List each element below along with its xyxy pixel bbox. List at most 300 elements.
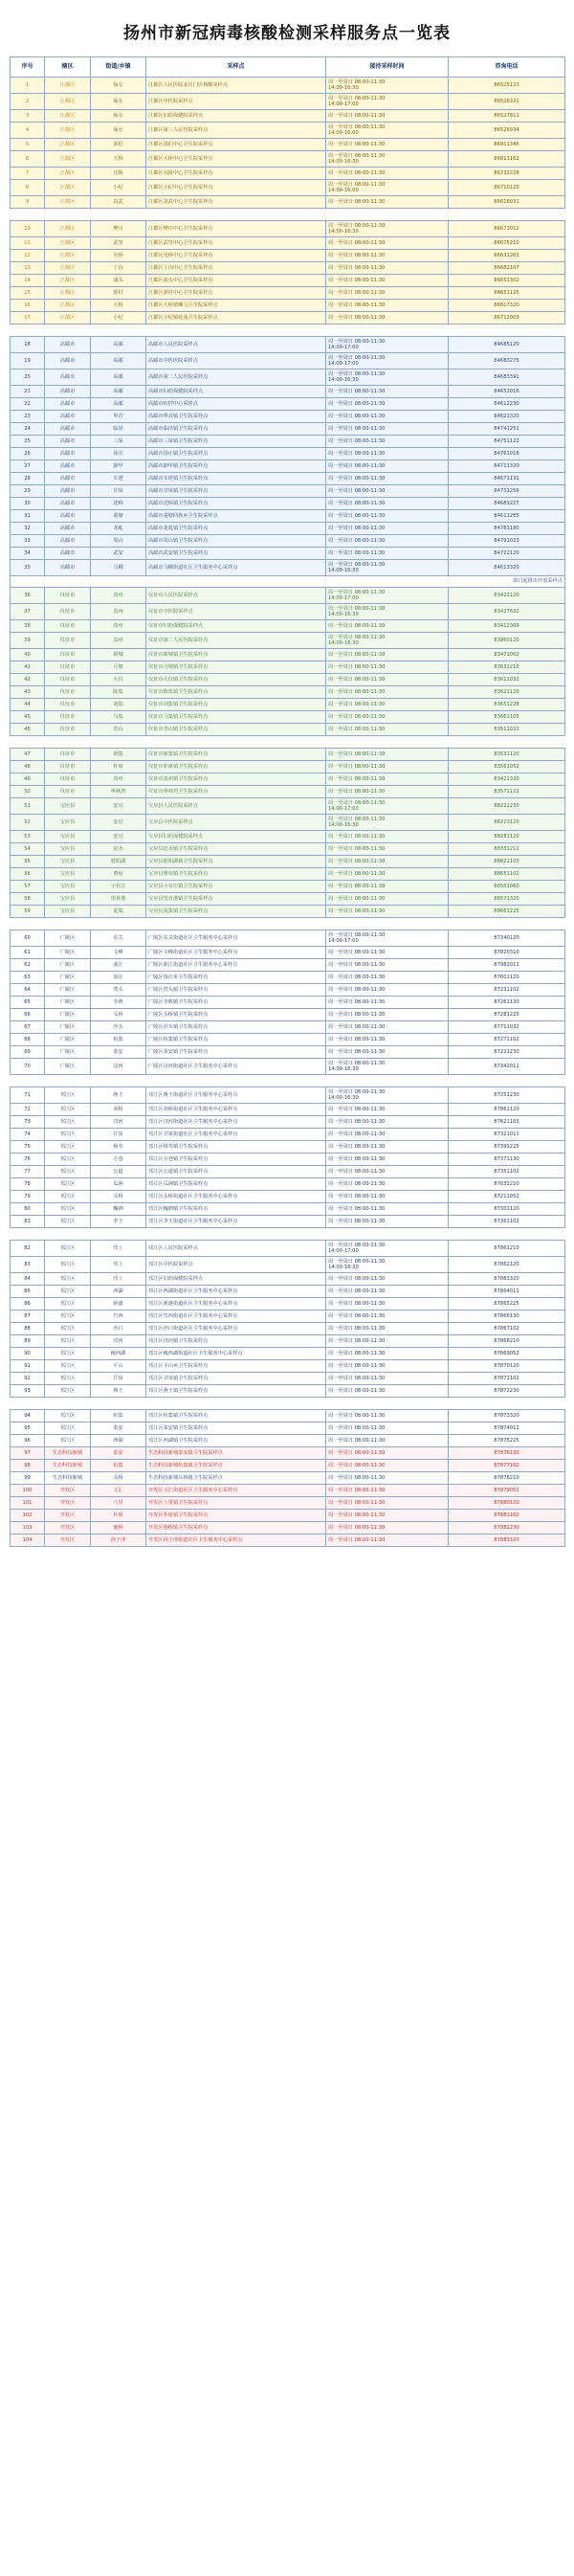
row-phone[interactable]: 83661105: [449, 711, 565, 724]
table-row: [11, 1166, 565, 1178]
row-phone[interactable]: 86712003: [449, 312, 565, 325]
row-phone[interactable]: 83631210: [449, 661, 565, 674]
row-site-name: 江都区浦头中心卫生院采样点: [146, 275, 326, 287]
row-district: 江都区: [45, 196, 91, 209]
row-phone[interactable]: 86631203: [449, 250, 565, 262]
row-phone[interactable]: 87879052: [449, 1485, 565, 1497]
row-district: 江都区: [45, 287, 91, 300]
row-site-name: 江都区真武中心卫生院采样点: [146, 196, 326, 209]
row-hours: 周一至周日 08:00-11:30: [326, 1034, 449, 1046]
row-phone[interactable]: 87881102: [449, 1510, 565, 1522]
table-row: [11, 843, 565, 856]
row-phone[interactable]: 87371130: [449, 1154, 565, 1166]
row-phone[interactable]: 87221230: [449, 1046, 565, 1059]
row-hours: 周一至周日 08:00-11:30: [326, 649, 449, 661]
row-district: 仪征市: [45, 711, 91, 724]
row-site-name: 高邮市第二人民医院采样点: [146, 370, 326, 386]
row-district: 高邮市: [45, 411, 91, 423]
row-no: 97: [11, 1447, 45, 1460]
row-phone[interactable]: 87864011: [449, 1286, 565, 1298]
row-district: 邗江区: [45, 1298, 91, 1310]
row-site-name: 江都区樊川中心卫生院采样点: [146, 221, 326, 237]
row-phone[interactable]: 87868210: [449, 1335, 565, 1348]
row-street: 文峰: [91, 947, 146, 959]
row-district: 邗江区: [45, 1116, 91, 1129]
row-street: 邗上: [91, 1241, 146, 1257]
table-row: [11, 1087, 565, 1104]
table-row: [11, 831, 565, 843]
row-phone[interactable]: 88281120: [449, 831, 565, 843]
table-row: [11, 94, 565, 110]
row-site-name: 广陵区湾头镇卫生院采样点: [146, 984, 326, 997]
table-row: [11, 353, 565, 370]
row-district: 广陵区: [45, 959, 91, 972]
row-street: 蒋王: [91, 1087, 146, 1104]
row-phone[interactable]: 88551060: [449, 881, 565, 893]
row-no: 103: [11, 1522, 45, 1534]
row-no: 98: [11, 1460, 45, 1472]
row-phone[interactable]: 84681227: [449, 498, 565, 510]
row-district: 仪征市: [45, 699, 91, 711]
row-hours: 周一至周日 08:00-11:30: [326, 1422, 449, 1435]
row-phone[interactable]: 83412309: [449, 620, 565, 633]
row-no: 15: [11, 287, 45, 300]
table-row: [11, 337, 565, 353]
row-phone[interactable]: 84613320: [449, 560, 565, 576]
row-street: 方巷: [91, 1154, 146, 1166]
row-district: 邗江区: [45, 1087, 91, 1104]
row-phone[interactable]: 83561052: [449, 761, 565, 773]
table-row: [11, 180, 565, 196]
row-district: 江都区: [45, 275, 91, 287]
row-site-name: 邗江区头桥街道社区卫生服务中心采样点: [146, 1191, 326, 1203]
row-phone[interactable]: 83421330: [449, 773, 565, 786]
row-street: 新集: [91, 749, 146, 761]
row-site-name: 仪征市枣林湾卫生院采样点: [146, 786, 326, 798]
row-phone[interactable]: 88221230: [449, 798, 565, 815]
row-phone[interactable]: 87876130: [449, 1447, 565, 1460]
row-phone[interactable]: 86527811: [449, 110, 565, 123]
row-street: 安宜: [91, 815, 146, 831]
row-no: 75: [11, 1141, 45, 1154]
table-row: [11, 1522, 565, 1534]
row-street: 枣林湾: [91, 786, 146, 798]
row-street: 陈集: [91, 686, 146, 699]
row-phone[interactable]: 87982011: [449, 959, 565, 972]
row-no: 77: [11, 1166, 45, 1178]
row-phone[interactable]: 87870120: [449, 1360, 565, 1373]
row-phone[interactable]: 87281225: [449, 1009, 565, 1021]
row-site-name: 邗江区甘泉街道社区卫生服务中心采样点: [146, 1129, 326, 1141]
row-phone[interactable]: 86651302: [449, 275, 565, 287]
row-district: 邗江区: [45, 1385, 91, 1398]
row-hours: 周一至周日 08:00-11:30: [326, 699, 449, 711]
row-district: 江都区: [45, 300, 91, 312]
row-district: 高邮市: [45, 386, 91, 398]
row-hours: 周一至周日 08:00-11:30: [326, 761, 449, 773]
row-hours: 周一至周日 08:00-11:30: [326, 1385, 449, 1398]
row-phone[interactable]: 86526034: [449, 123, 565, 139]
table-row: [11, 448, 565, 460]
row-no: 80: [11, 1203, 45, 1216]
row-phone[interactable]: 88331211: [449, 843, 565, 856]
row-phone[interactable]: 86618031: [449, 196, 565, 209]
row-district: 宝应县: [45, 881, 91, 893]
row-site-name: 邗江区西湖街道社区卫生服务中心采样点: [146, 1286, 326, 1298]
row-site-name: 广陵区李典镇卫生院采样点: [146, 997, 326, 1009]
row-phone[interactable]: 83471002: [449, 649, 565, 661]
row-street: 马棚: [91, 560, 146, 576]
row-phone[interactable]: 83860120: [449, 633, 565, 649]
row-district: 仪征市: [45, 588, 91, 604]
table-row: [11, 1373, 565, 1385]
row-site-name: 江都区人民医院北区门诊核酸采样点: [146, 78, 326, 94]
row-phone[interactable]: 87862120: [449, 1257, 565, 1273]
row-site-name: 高邮市武安镇卫生院采样点: [146, 548, 326, 560]
row-phone[interactable]: 84761018: [449, 448, 565, 460]
row-street: 竹西: [91, 1310, 146, 1323]
row-phone[interactable]: 87875225: [449, 1435, 565, 1447]
table-row: [11, 1447, 565, 1460]
table-row: [11, 1510, 565, 1522]
row-phone[interactable]: 88571320: [449, 893, 565, 906]
row-phone[interactable]: 87882230: [449, 1522, 565, 1534]
row-phone[interactable]: 86813162: [449, 151, 565, 168]
row-no: 49: [11, 773, 45, 786]
row-hours: 周一至周日 08:00-11:30: [326, 1116, 449, 1129]
row-phone[interactable]: 84741251: [449, 423, 565, 436]
row-street: 杭集: [91, 1034, 146, 1046]
row-site-name: 高邮市妇幼保健院采样点: [146, 386, 326, 398]
row-no: 37: [11, 604, 45, 620]
row-no: 70: [11, 1059, 45, 1075]
row-phone[interactable]: 87869052: [449, 1348, 565, 1360]
row-phone[interactable]: 87872230: [449, 1385, 565, 1398]
row-phone[interactable]: 84611285: [449, 510, 565, 523]
row-phone[interactable]: 87861210: [449, 1241, 565, 1257]
row-phone[interactable]: 86526321: [449, 94, 565, 110]
table-row: [11, 724, 565, 736]
table-row: [11, 1298, 565, 1310]
row-phone[interactable]: 84751122: [449, 436, 565, 448]
row-phone[interactable]: 87631210: [449, 1178, 565, 1191]
row-no: 85: [11, 1286, 45, 1298]
row-phone[interactable]: 86911345: [449, 139, 565, 151]
row-site-name: 仪征市大仪镇卫生院采样点: [146, 674, 326, 686]
row-phone[interactable]: 84652016: [449, 386, 565, 398]
table-spacer-row: [11, 1228, 565, 1241]
row-phone[interactable]: 86731228: [449, 168, 565, 180]
row-hours: 周一至周日 08:00-11:30 14:00-17:00: [326, 798, 449, 815]
row-phone[interactable]: 84671131: [449, 473, 565, 485]
row-hours: 周一至周日 08:00-11:30: [326, 1191, 449, 1203]
row-hours: 周一至周日 08:00-11:30: [326, 485, 449, 498]
row-phone[interactable]: 87251230: [449, 1087, 565, 1104]
table-row: [11, 221, 565, 237]
row-phone[interactable]: 86817320: [449, 300, 565, 312]
row-hours: 周一至周日 08:00-11:30: [326, 110, 449, 123]
row-phone[interactable]: 87351102: [449, 1166, 565, 1178]
row-street: 瘦西湖: [91, 1348, 146, 1360]
row-street: 东关: [91, 930, 146, 947]
row-phone[interactable]: 86710120: [449, 180, 565, 196]
row-site-name: 高邮市界首镇卫生院采样点: [146, 411, 326, 423]
row-street: 泰安: [91, 1447, 146, 1460]
table-row: [11, 1191, 565, 1203]
row-no: 96: [11, 1435, 45, 1447]
row-street: 郭村: [91, 287, 146, 300]
table-row: [11, 1009, 565, 1021]
row-street: 望直港: [91, 893, 146, 906]
row-phone[interactable]: 83621120: [449, 686, 565, 699]
row-hours: 周一至周日 08:00-11:30: [326, 773, 449, 786]
row-district: 广陵区: [45, 972, 91, 984]
row-district: 高邮市: [45, 548, 91, 560]
row-district: 江都区: [45, 110, 91, 123]
row-hours: 周一至周日 08:00-11:30: [326, 947, 449, 959]
row-phone[interactable]: 87211052: [449, 1191, 565, 1203]
row-district: 仪征市: [45, 604, 91, 620]
row-phone[interactable]: 87873320: [449, 1410, 565, 1422]
row-street: 头桥: [91, 1472, 146, 1485]
row-phone[interactable]: 83651228: [449, 699, 565, 711]
row-no: 92: [11, 1373, 45, 1385]
table-row: [11, 1257, 565, 1273]
row-street: 氾水: [91, 843, 146, 856]
row-hours: 周一至周日 08:00-11:30: [326, 473, 449, 485]
row-street: 周山: [91, 535, 146, 548]
row-street: 卸甲: [91, 460, 146, 473]
row-phone[interactable]: 87863320: [449, 1273, 565, 1286]
row-district: 邗江区: [45, 1273, 91, 1286]
table-row: [11, 1059, 565, 1075]
row-district: 广陵区: [45, 1009, 91, 1021]
row-hours: 周一至周日 08:00-11:30: [326, 535, 449, 548]
row-no: 28: [11, 473, 45, 485]
row-phone[interactable]: 87867102: [449, 1323, 565, 1335]
row-district: 邗江区: [45, 1310, 91, 1323]
row-phone[interactable]: 83422120: [449, 588, 565, 604]
row-phone[interactable]: 87361102: [449, 1216, 565, 1228]
row-no: 71: [11, 1087, 45, 1104]
row-phone[interactable]: 87874011: [449, 1422, 565, 1435]
row-district: 江都区: [45, 180, 91, 196]
table-row: [11, 1178, 565, 1191]
row-phone[interactable]: 83531120: [449, 749, 565, 761]
row-street: 仙女: [91, 123, 146, 139]
row-street: 高邮: [91, 353, 146, 370]
row-no: 48: [11, 761, 45, 773]
row-district: 高邮市: [45, 535, 91, 548]
row-street: 邵伯: [91, 139, 146, 151]
row-site-name: 邗江区公道镇卫生院采样点: [146, 1166, 326, 1178]
row-phone[interactable]: 87321011: [449, 1129, 565, 1141]
row-no: 20: [11, 370, 45, 386]
row-street: 槐泗: [91, 1203, 146, 1216]
row-street: 高邮: [91, 398, 146, 411]
row-site-name: 广陵区汶河街道社区卫生服务中心采样点: [146, 1059, 326, 1075]
row-phone[interactable]: 87877102: [449, 1460, 565, 1472]
table-row: [11, 1422, 565, 1435]
row-phone[interactable]: 87271102: [449, 1034, 565, 1046]
row-site-name: 仪征市月塘镇卫生院采样点: [146, 661, 326, 674]
row-phone[interactable]: 87601120: [449, 972, 565, 984]
row-phone[interactable]: 87231102: [449, 984, 565, 997]
row-street: 杨寿: [91, 1141, 146, 1154]
row-hours: 周一至周日 08:00-11:30: [326, 262, 449, 275]
row-site-name: 江都区丁沟中心卫生院采样点: [146, 262, 326, 275]
row-street: 曹甸: [91, 868, 146, 881]
row-hours: 周一至周日 08:00-11:30: [326, 1410, 449, 1422]
table-row: [11, 856, 565, 868]
row-phone[interactable]: 88821103: [449, 856, 565, 868]
row-no: 87: [11, 1310, 45, 1323]
table-row: [11, 588, 565, 604]
row-hours: 周一至周日 08:00-11:30: [326, 460, 449, 473]
row-phone[interactable]: 87261130: [449, 997, 565, 1009]
row-district: 江都区: [45, 139, 91, 151]
row-street: 马集: [91, 711, 146, 724]
table-body: [11, 78, 565, 1547]
row-phone[interactable]: 87340120: [449, 930, 565, 947]
table-row: [11, 168, 565, 180]
row-street: 大桥: [91, 151, 146, 168]
row-hours: 周一至周日 08:00-11:30: [326, 1447, 449, 1460]
row-phone[interactable]: 86525123: [449, 78, 565, 94]
row-site-name: 邗江区竹西街道社区卫生服务中心采样点: [146, 1310, 326, 1323]
row-hours: 周一至周日 08:00-11:30: [326, 843, 449, 856]
row-phone[interactable]: 87883320: [449, 1534, 565, 1547]
row-phone[interactable]: 87301120: [449, 1203, 565, 1216]
row-site-name: 广陵区头桥镇卫生院采样点: [146, 1009, 326, 1021]
row-site-name: 邗江区瘦西湖街道社区卫生服务中心采样点: [146, 1348, 326, 1360]
row-hours: 周一至周日 08:00-11:30 14:00-16:30: [326, 1059, 449, 1075]
row-phone[interactable]: 83611032: [449, 674, 565, 686]
row-hours: 周一至周日 08:00-11:30 14:00-16:30: [326, 1087, 449, 1104]
table-spacer-row: [11, 918, 565, 930]
table-row: [11, 300, 565, 312]
row-no: 38: [11, 620, 45, 633]
row-hours: 周一至周日 08:00-11:30 14:00-16:30: [326, 815, 449, 831]
row-no: 104: [11, 1534, 45, 1547]
row-phone[interactable]: 83427632: [449, 604, 565, 620]
row-phone[interactable]: 84683275: [449, 353, 565, 370]
row-phone[interactable]: 88661225: [449, 906, 565, 918]
row-hours: 周一至周日 08:00-11:30 14:00-16:00: [326, 123, 449, 139]
row-phone[interactable]: 84685120: [449, 337, 565, 353]
row-phone[interactable]: 86651125: [449, 287, 565, 300]
row-site-name: 广陵区曲江街道社区卫生服务中心采样点: [146, 959, 326, 972]
row-district: 邗江区: [45, 1348, 91, 1360]
row-district: 开发区: [45, 1510, 91, 1522]
row-no: 56: [11, 868, 45, 881]
row-hours: 周一至周日 08:00-11:30: [326, 1510, 449, 1522]
row-no: 65: [11, 997, 45, 1009]
row-phone[interactable]: 87391225: [449, 1141, 565, 1154]
row-street: 邗上: [91, 1273, 146, 1286]
row-hours: 周一至周日 08:00-11:30: [326, 1166, 449, 1178]
row-no: 16: [11, 300, 45, 312]
row-phone[interactable]: 87621103: [449, 1116, 565, 1129]
row-street: 沙口: [91, 1323, 146, 1335]
table-spacer-row: [11, 736, 565, 749]
row-phone[interactable]: 87865225: [449, 1298, 565, 1310]
table-row: [11, 535, 565, 548]
row-phone[interactable]: 87820310: [449, 947, 565, 959]
row-phone[interactable]: 88223120: [449, 815, 565, 831]
row-hours: 周一至周日 08:00-11:30: [326, 1286, 449, 1298]
table-row: [11, 1485, 565, 1497]
row-phone[interactable]: 84683391: [449, 370, 565, 386]
row-phone[interactable]: 86675210: [449, 237, 565, 250]
row-street: 真州: [91, 773, 146, 786]
row-phone[interactable]: 84781180: [449, 523, 565, 535]
row-district: 江都区: [45, 262, 91, 275]
row-phone[interactable]: 83571122: [449, 786, 565, 798]
row-district: 仪征市: [45, 749, 91, 761]
row-phone[interactable]: 83511023: [449, 724, 565, 736]
row-hours: 周一至周日 08:00-11:30: [326, 906, 449, 918]
row-phone[interactable]: 84722120: [449, 548, 565, 560]
row-district: 仪征市: [45, 674, 91, 686]
row-phone[interactable]: 88651102: [449, 868, 565, 881]
row-phone[interactable]: 87711032: [449, 1021, 565, 1034]
row-phone[interactable]: 87878210: [449, 1472, 565, 1485]
row-no: 58: [11, 893, 45, 906]
row-street: 青山: [91, 724, 146, 736]
row-no: 76: [11, 1154, 45, 1166]
row-phone[interactable]: 86682107: [449, 262, 565, 275]
row-phone[interactable]: 84821320: [449, 411, 565, 423]
row-street: 小纪: [91, 312, 146, 325]
row-site-name: 开发区八里镇卫生院采样点: [146, 1497, 326, 1510]
row-phone[interactable]: 84731256: [449, 485, 565, 498]
row-district: 宝应县: [45, 856, 91, 868]
row-hours: 周一至周日 08:00-11:30: [326, 686, 449, 699]
row-hours: 周一至周日 08:00-11:30 14:00-16:00: [326, 180, 449, 196]
row-street: 高邮: [91, 337, 146, 353]
row-phone[interactable]: 87866130: [449, 1310, 565, 1323]
row-street: 安宜: [91, 798, 146, 815]
row-site-name: 宝应县妇幼保健院采样点: [146, 831, 326, 843]
row-district: 邗江区: [45, 1410, 91, 1422]
row-no: 66: [11, 1009, 45, 1021]
row-phone[interactable]: 84711320: [449, 460, 565, 473]
row-no: 2: [11, 94, 45, 110]
row-street: 施桥: [91, 1522, 146, 1534]
table-row: [11, 1497, 565, 1510]
row-phone[interactable]: 87880120: [449, 1497, 565, 1510]
row-phone[interactable]: 86671012: [449, 221, 565, 237]
row-site-name: 江都区武坚中心卫生院采样点: [146, 237, 326, 250]
row-phone[interactable]: 87861120: [449, 1104, 565, 1116]
table-row: [11, 798, 565, 815]
row-phone[interactable]: 84612230: [449, 398, 565, 411]
row-site-name: 邗江区沙口街道社区卫生服务中心采样点: [146, 1323, 326, 1335]
table-row: [11, 1348, 565, 1360]
row-site-name: 开发区朴席镇卫生院采样点: [146, 1510, 326, 1522]
row-hours: 周一至周日 08:00-11:30: [326, 1129, 449, 1141]
row-phone[interactable]: 87342011: [449, 1059, 565, 1075]
sampling-sites-table: [10, 56, 565, 1547]
table-row: [11, 773, 565, 786]
row-phone[interactable]: 87871102: [449, 1373, 565, 1385]
table-row: [11, 761, 565, 773]
row-phone[interactable]: 84791023: [449, 535, 565, 548]
table-row: [11, 1216, 565, 1228]
row-no: 86: [11, 1298, 45, 1310]
table-row: [11, 151, 565, 168]
